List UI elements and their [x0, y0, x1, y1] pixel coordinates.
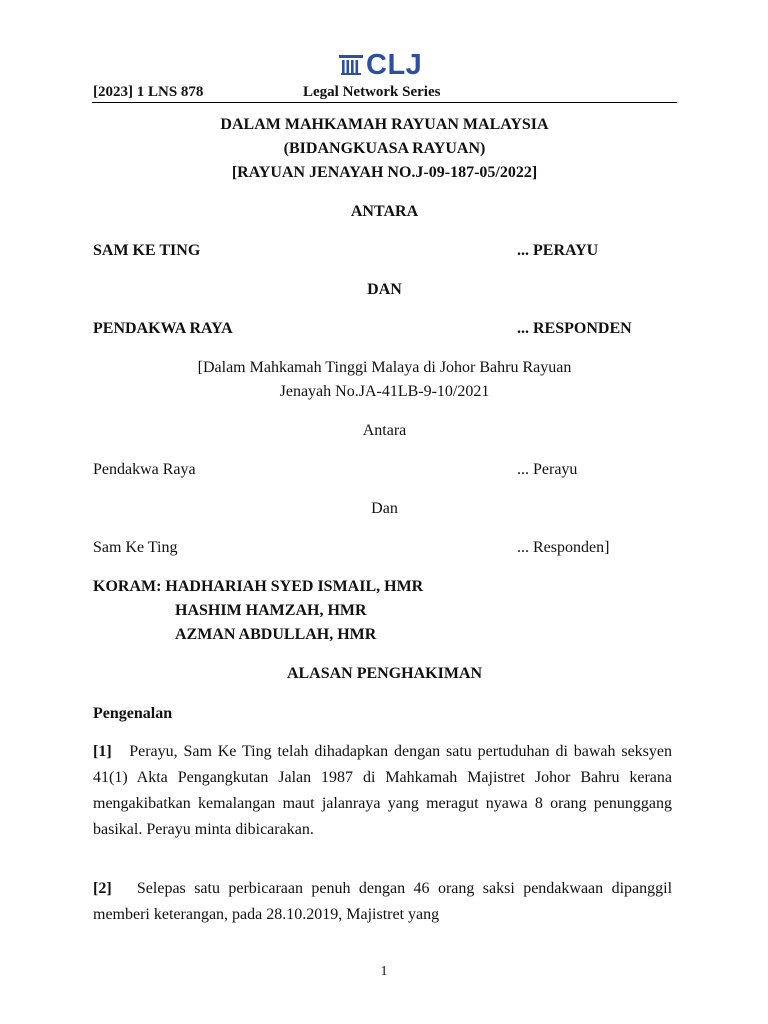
antara-heading: ANTARA	[350, 203, 419, 220]
paragraph-text: Selepas satu perbicaraan penuh dengan 46 orang saksi pendakwaan dipanggil memberi keterangan, pada 28.10.2019, Majistret yang	[93, 880, 673, 923]
header-rule	[92, 102, 677, 103]
lower-respondent-role: ... Responden]	[517, 539, 610, 556]
pillar-icon	[338, 52, 364, 78]
citation: [2023] 1 LNS 878	[93, 84, 204, 100]
page-number: 1	[380, 964, 388, 979]
paragraph-1	[93, 739, 672, 843]
appellant-role: ... PERAYU	[517, 242, 599, 259]
court-line-2: (BIDANGKUASA RAYUAN)	[283, 140, 486, 157]
court-line-1: DALAM MAHKAMAH RAYUAN MALAYSIA	[220, 116, 549, 133]
court-line-3: [RAYUAN JENAYAH NO.J-09-187-05/2022]	[231, 164, 538, 181]
series-name: Legal Network Series	[303, 84, 441, 100]
clj-logo	[338, 50, 422, 80]
lower-appellant-name: Pendakwa Raya	[93, 461, 196, 478]
respondent-role: ... RESPONDEN	[517, 320, 632, 337]
judgment-title: ALASAN PENGHAKIMAN	[286, 665, 483, 682]
paragraph-number: [1]	[93, 743, 112, 760]
paragraph-number: [2]	[93, 880, 112, 897]
lower-appellant-role: ... Perayu	[517, 461, 578, 478]
coram-line-3: AZMAN ABDULLAH, HMR	[175, 626, 377, 643]
lower-dan: Dan	[371, 500, 398, 517]
paragraph-text: Perayu, Sam Ke Ting telah dihadapkan dengan satu pertuduhan di bawah seksyen 41(1) Akta Pengangkutan Jalan 1987 di Mahkamah Majistret Johor Bahru kerana mengakibatkan kemalangan maut jalanraya yang meragut nyawa 8 orang penunggang basikal. Perayu minta dibicarakan.	[93, 743, 672, 838]
lower-court-line-2: Jenayah No.JA-41LB-9-10/2021	[279, 383, 490, 400]
lower-antara: Antara	[362, 422, 407, 439]
lower-respondent-name: Sam Ke Ting	[93, 539, 178, 556]
running-header	[93, 84, 441, 101]
lower-court-line-1: [Dalam Mahkamah Tinggi Malaya di Johor Bahru Rayuan	[197, 359, 572, 376]
section-heading: Pengenalan	[93, 705, 173, 722]
dan-heading: DAN	[367, 281, 402, 298]
paragraph-2	[93, 876, 672, 928]
coram-line-2: HASHIM HAMZAH, HMR	[175, 602, 367, 619]
logo-text: CLJ	[366, 49, 423, 81]
respondent-name: PENDAKWA RAYA	[93, 320, 233, 337]
coram-line-1: KORAM: HADHARIAH SYED ISMAIL, HMR	[93, 578, 424, 595]
appellant-name: SAM KE TING	[93, 242, 201, 259]
